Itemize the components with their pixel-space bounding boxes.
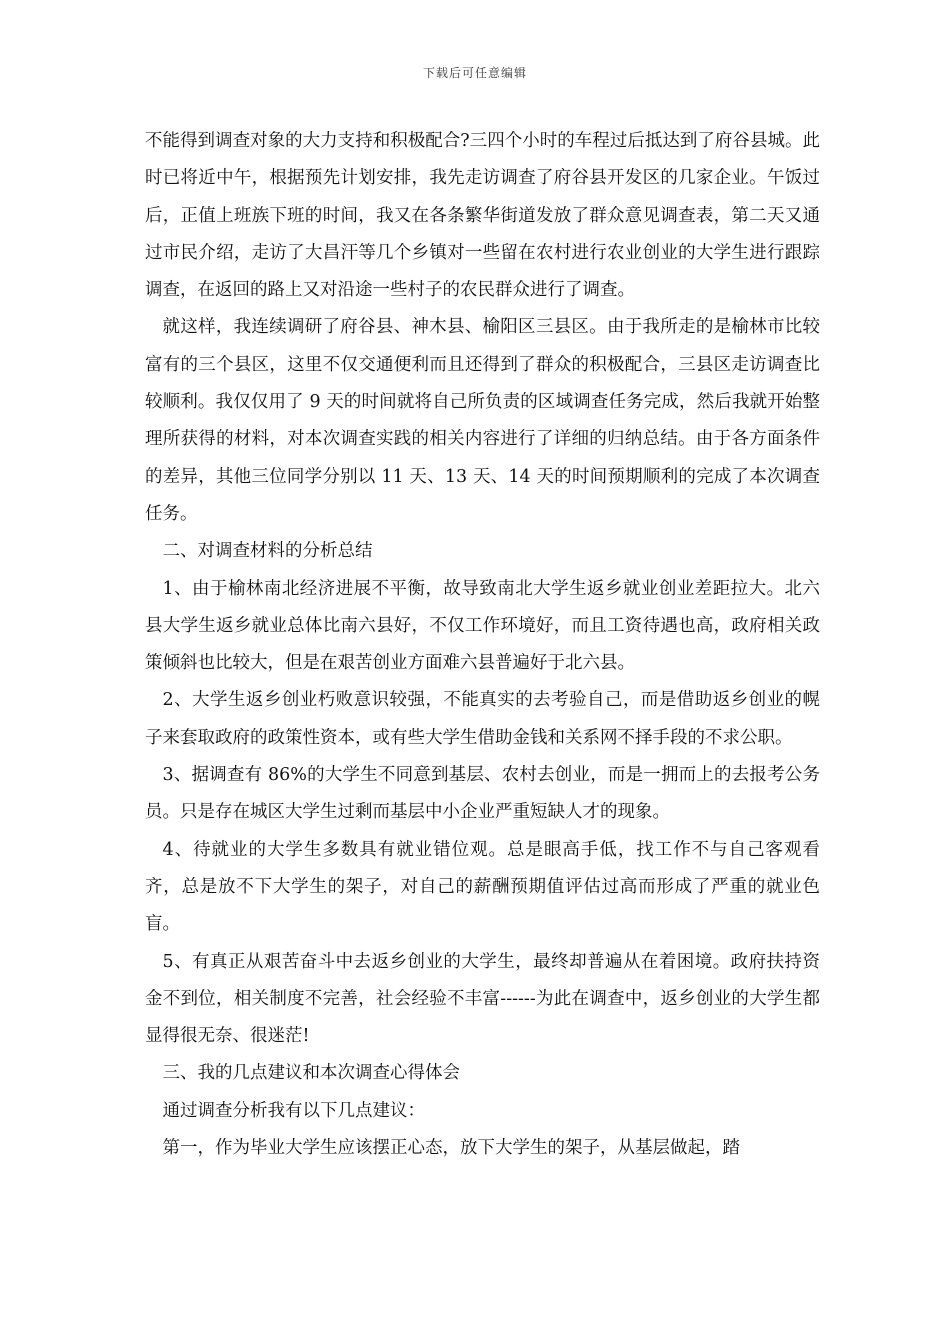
- analysis-point-1: 1、由于榆林南北经济进展不平衡，故导致南北大学生返乡就业创业差距拉大。北六县大学生返乡就业总体比南六县好，不仅工作环境好，而且工资待遇也高，政府相关政策倾斜也比较大，但是在艰苦创业方面难六县普遍好于北六县。: [145, 578, 820, 674]
- section-heading-suggestions: 三、我的几点建议和本次调查心得体会: [162, 1063, 460, 1084]
- paragraph-survey-summary: 就这样，我连续调研了府谷县、神木县、榆阳区三县区。由于我所走的是榆林市比较富有的三个县区，这里不仅交通便利而且还得到了群众的积极配合，三县区走访调查比较顺利。我仅仅用了 9 天的时间就将自己所负责的区域调查任务完成，然后我就开始整理所获得的材料，对本次调查实践的相关内容进行了详细的归纳总结。由于各方面条件的差异，其他三位同学分别以 11 天、13 天、14 天的时间预期顺利的完成了本次调查任务。: [145, 317, 820, 524]
- analysis-point-4: 4、待就业的大学生多数具有就业错位观。总是眼高手低，找工作不与自己客观看齐，总是放不下大学生的架子，对自己的薪酬预期值评估过高而形成了严重的就业色盲。: [145, 839, 820, 935]
- paragraph-continuation: 不能得到调查对象的大力支持和积极配合?三四个小时的车程过后抵达到了府谷县城。此时已将近中午，根据预先计划安排，我先走访调查了府谷县开发区的几家企业。午饭过后，正值上班族下班的时间，我又在各条繁华街道发放了群众意见调查表，第二天又通过市民介绍，走访了大昌汗等几个乡镇对一些留在农村进行农业创业的大学生进行跟踪调查，在返回的路上又对沿途一些村子的农民群众进行了调查。: [145, 131, 820, 301]
- suggestions-intro: 通过调查分析我有以下几点建议：: [162, 1100, 425, 1121]
- suggestion-1: 第一，作为毕业大学生应该摆正心态，放下大学生的架子，从基层做起，踏: [162, 1138, 740, 1159]
- analysis-point-3: 3、据调查有 86%的大学生不同意到基层、农村去创业，而是一拥而上的去报考公务员。只是存在城区大学生过剩而基层中小企业严重短缺人才的现象。: [145, 765, 820, 823]
- section-heading-analysis: 二、对调查材料的分析总结: [162, 541, 373, 562]
- analysis-point-2: 2、大学生返乡创业朽败意识较强，不能真实的去考验自己，而是借助返乡创业的幌子来套取政府的政策性资本，或有些大学生借助金钱和关系网不择手段的不求公职。: [145, 690, 820, 748]
- analysis-point-5: 5、有真正从艰苦奋斗中去返乡创业的大学生，最终却普遍从在着困境。政府扶持资金不到位，相关制度不完善，社会经验不丰富------为此在调查中，返乡创业的大学生都显得很无奈、很迷茫!: [145, 951, 820, 1047]
- document-body: [145, 123, 820, 1167]
- page-header: 下载后可任意编辑: [422, 66, 527, 80]
